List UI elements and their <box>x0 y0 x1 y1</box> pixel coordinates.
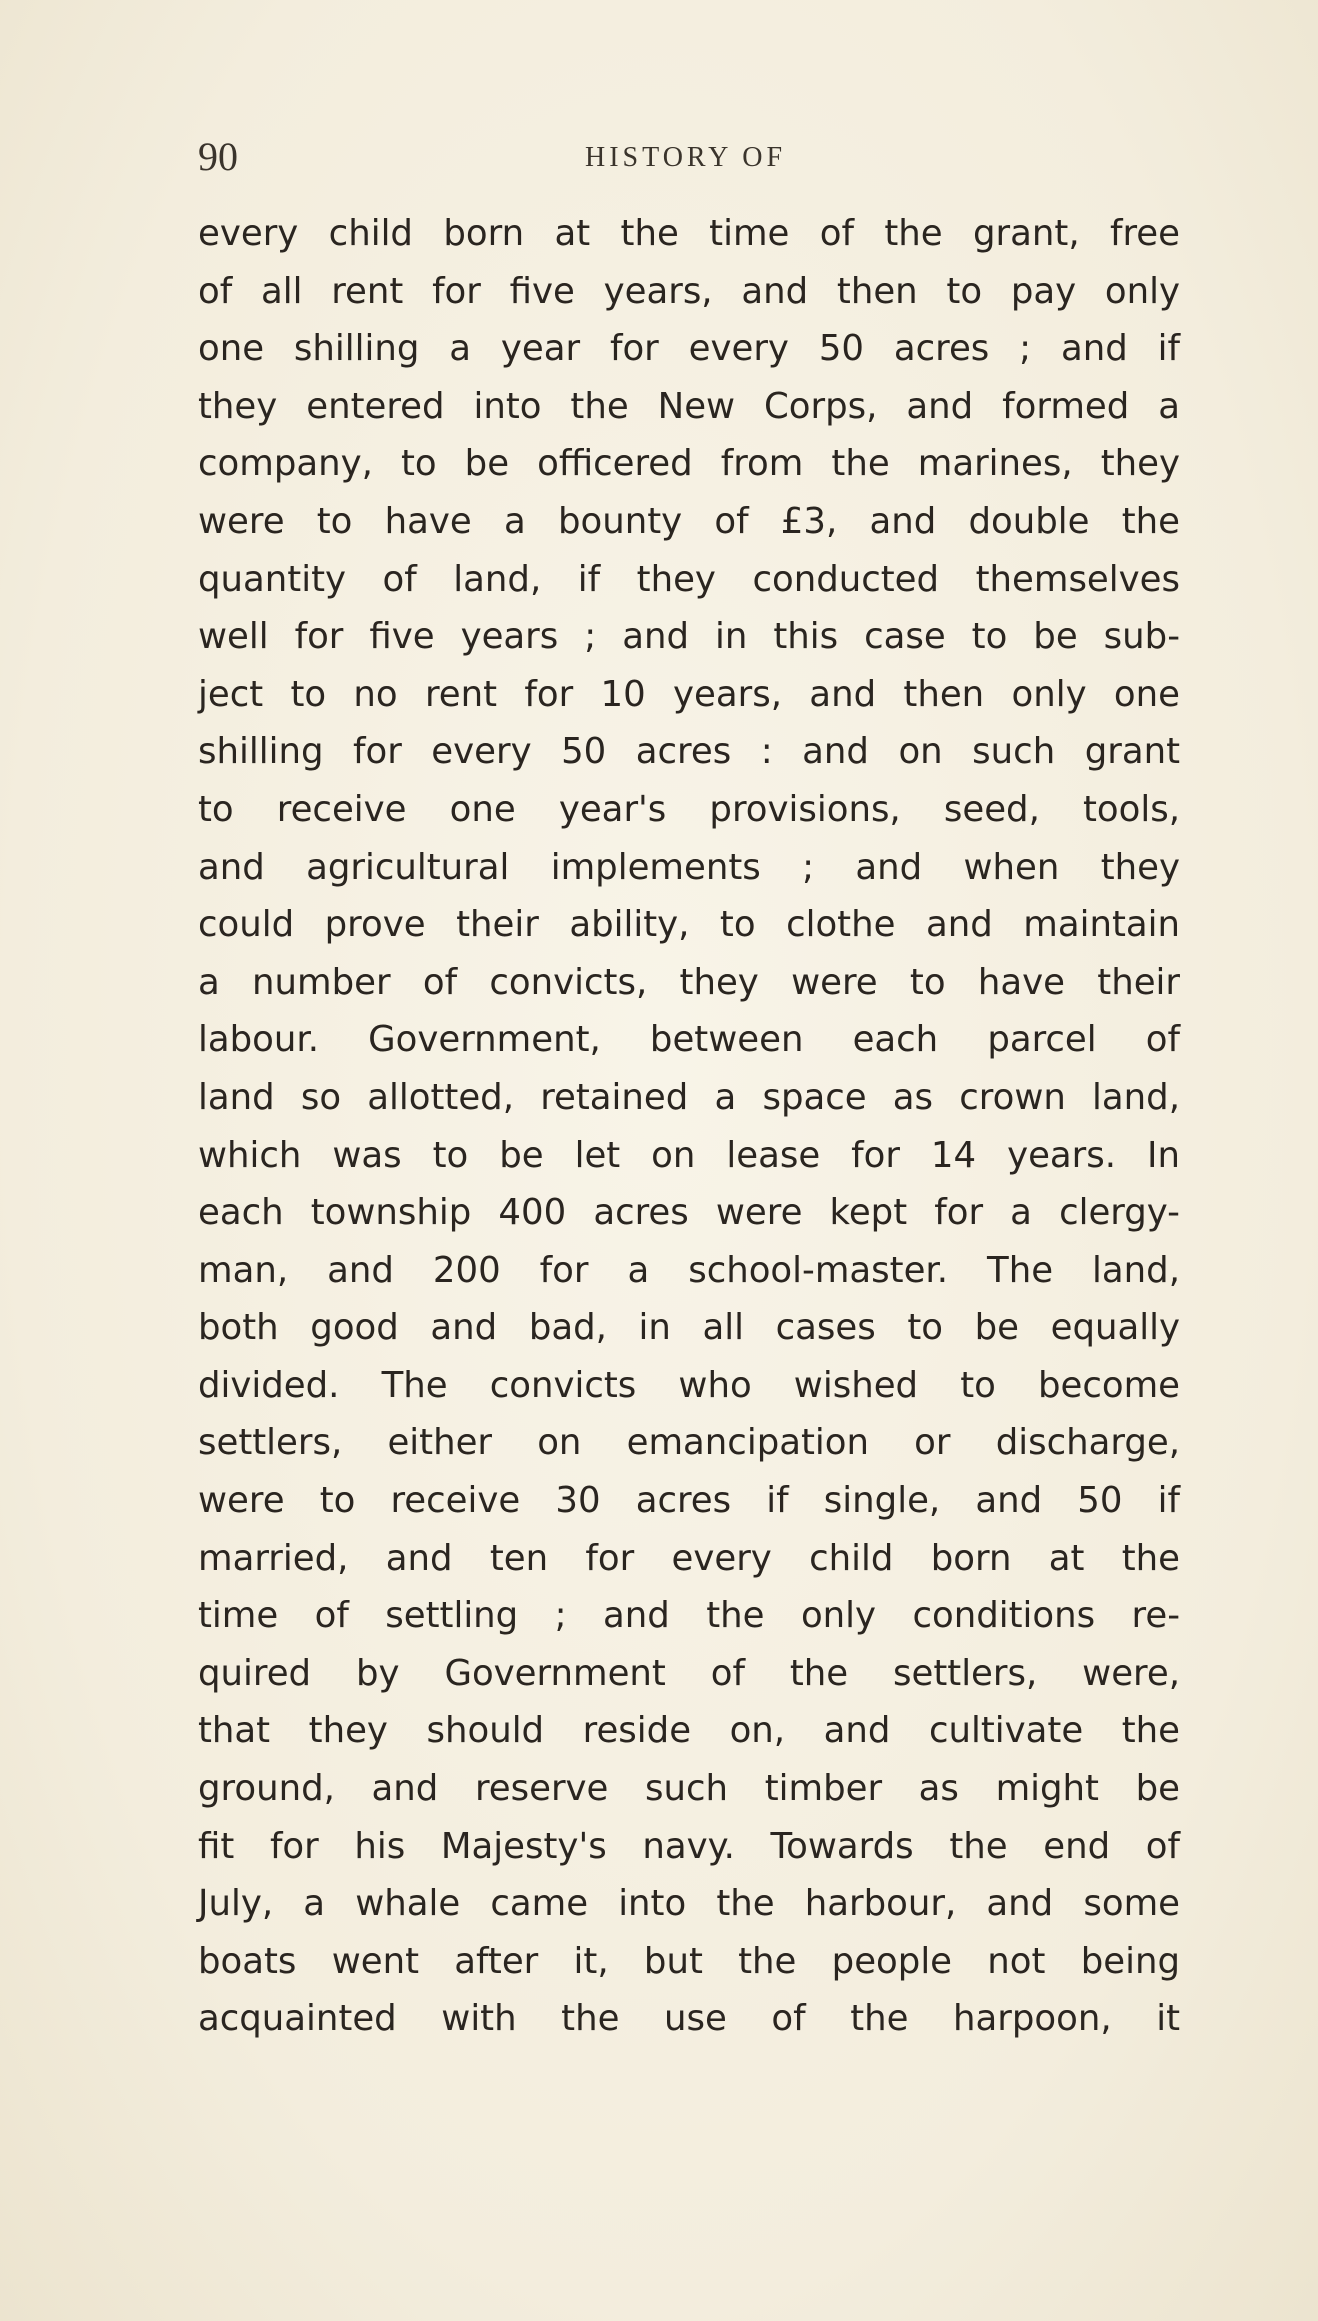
text-line: shilling for every 50 acres : and on such grant <box>198 731 1180 773</box>
text-line: married, and ten for every child born at the <box>198 1537 1180 1579</box>
text-line: time of settling ; and the only conditions re- <box>198 1595 1180 1637</box>
text-line: and agricultural implements ; and when they <box>198 846 1180 888</box>
text-line: divided. The convicts who wished to become <box>198 1364 1180 1406</box>
page-number: 90 <box>198 134 238 179</box>
text-line: land so allotted, retained a space as crown land, <box>198 1076 1180 1118</box>
text-line: ground, and reserve such timber as might be <box>198 1768 1180 1810</box>
text-line: fit for his Majesty's navy. Towards the end of <box>198 1825 1180 1867</box>
text-line: quired by Government of the settlers, were, <box>198 1652 1180 1694</box>
text-line: which was to be let on lease for 14 years. In <box>198 1134 1180 1176</box>
page-header <box>0 132 1318 182</box>
text-line: every child born at the time of the grant, free <box>198 213 1180 254</box>
text-line: both good and bad, in all cases to be equally <box>198 1307 1180 1349</box>
text-line: quantity of land, if they conducted themselves <box>198 558 1180 600</box>
text-line: company, to be officered from the marines, they <box>198 443 1180 485</box>
running-title: HISTORY OF <box>585 142 787 173</box>
text-line: acquainted with the use of the harpoon, it <box>198 1998 1180 2040</box>
text-line: they entered into the New Corps, and formed a <box>198 385 1180 427</box>
text-line: man, and 200 for a school-master. The land, <box>198 1249 1180 1291</box>
text-line: one shilling a year for every 50 acres ; and if <box>198 328 1180 370</box>
text-line: a number of convicts, they were to have their <box>198 961 1180 1003</box>
text-line: to receive one year's provisions, seed, tools, <box>198 788 1180 830</box>
text-line: settlers, either on emancipation or discharge, <box>198 1422 1180 1464</box>
text-line: boats went after it, but the people not being <box>198 1940 1180 1982</box>
text-line: labour. Government, between each parcel of <box>198 1019 1180 1061</box>
text-line: that they should reside on, and cultivate the <box>198 1710 1180 1752</box>
body-text <box>198 205 1180 2048</box>
text-line: of all rent for five years, and then to pay only <box>198 270 1180 312</box>
text-line: July, a whale came into the harbour, and some <box>198 1883 1180 1925</box>
text-line: each township 400 acres were kept for a clergy- <box>198 1192 1180 1234</box>
text-line: ject to no rent for 10 years, and then only one <box>198 673 1180 715</box>
text-line: well for five years ; and in this case to be sub- <box>198 616 1180 658</box>
text-line: were to receive 30 acres if single, and 50 if <box>198 1480 1180 1522</box>
text-line: were to have a bounty of £3, and double the <box>198 500 1180 542</box>
text-line: could prove their ability, to clothe and maintain <box>198 904 1180 946</box>
